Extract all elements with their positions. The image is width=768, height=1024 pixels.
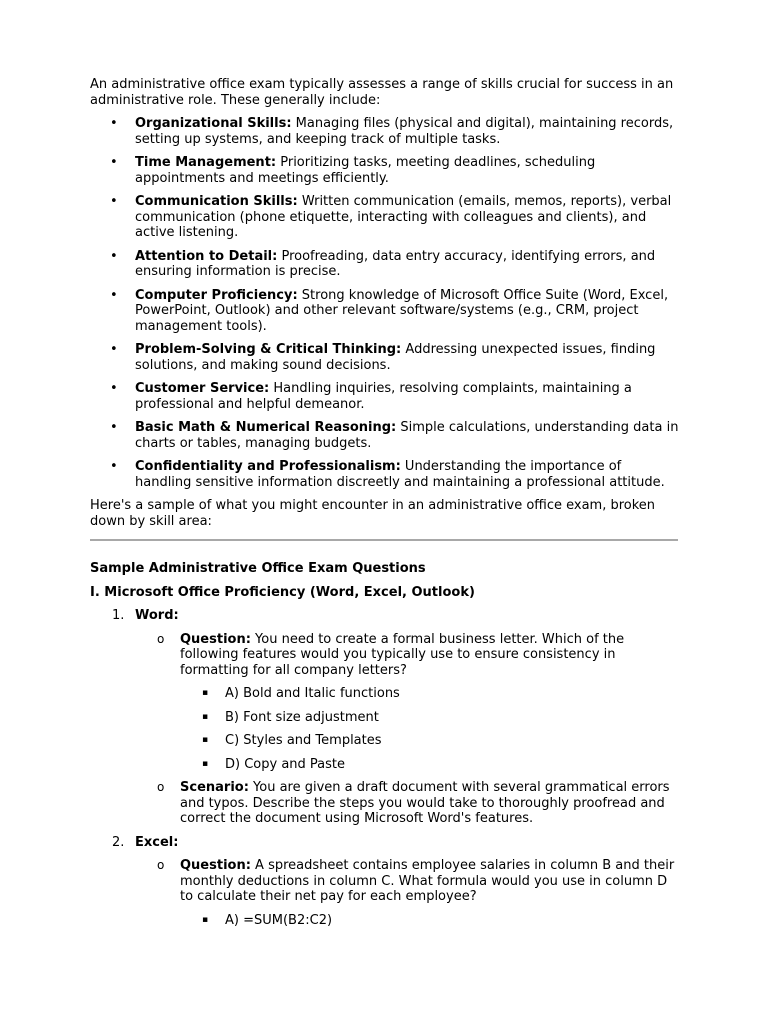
- skill-text: Prioritizing tasks, meeting deadlines, scheduling appointments and meetings efficiently.: [135, 155, 596, 186]
- option-item: [180, 686, 680, 702]
- skill-title: Attention to Detail:: [135, 248, 278, 264]
- skill-text: Simple calculations, understanding data in charts or tables, managing budgets.: [135, 420, 679, 451]
- options-list: [180, 913, 680, 929]
- bullet-icon: •: [110, 116, 118, 131]
- option-text: A) Bold and Italic functions: [225, 686, 400, 701]
- skill-item: [90, 381, 680, 412]
- question-label: Question:: [180, 631, 251, 647]
- skill-text: Managing files (physical and digital), maintaining records, setting up systems, and keeping track of multiple tasks.: [135, 116, 674, 147]
- bullet-icon: •: [110, 342, 118, 357]
- skill-title: Confidentiality and Professionalism:: [135, 459, 401, 474]
- topic-number: 2.: [112, 834, 125, 850]
- skill-item: [90, 420, 680, 451]
- skill-item: [90, 194, 680, 241]
- topic-items: [135, 858, 680, 928]
- document-content: [90, 77, 680, 928]
- skill-text: Handling inquiries, resolving complaints, maintaining a professional and helpful demeanor.: [135, 381, 632, 412]
- option-item: [180, 757, 680, 773]
- bullet-icon: •: [110, 155, 118, 170]
- question-item: [135, 858, 680, 928]
- skill-item: [90, 459, 680, 490]
- circle-bullet-icon: o: [157, 631, 165, 646]
- square-bullet-icon: ▪: [202, 688, 209, 698]
- topic-word: [90, 608, 680, 827]
- intro-paragraph: An administrative office exam typically assesses a range of skills crucial for success in an administrative role. These generally include:: [90, 77, 674, 108]
- option-item: [180, 733, 680, 749]
- scenario-item: [135, 780, 680, 827]
- square-bullet-icon: ▪: [202, 735, 209, 745]
- skill-title: Computer Proficiency:: [135, 287, 298, 303]
- section-title: I. Microsoft Office Proficiency (Word, Excel, Outlook): [90, 584, 475, 600]
- outro-paragraph: Here's a sample of what you might encounter in an administrative office exam, broken down by skill area:: [90, 498, 656, 529]
- topic-items: [135, 632, 680, 827]
- circle-bullet-icon: o: [157, 858, 165, 872]
- option-text: C) Styles and Templates: [225, 733, 382, 748]
- square-bullet-icon: ▪: [202, 914, 209, 925]
- skill-item: [90, 288, 680, 335]
- skill-item: [90, 342, 680, 373]
- horizontal-divider: [90, 539, 678, 541]
- skill-title: Problem-Solving & Critical Thinking:: [135, 342, 402, 357]
- option-item: [180, 913, 680, 929]
- skill-item: [90, 155, 680, 186]
- square-bullet-icon: ▪: [202, 711, 209, 722]
- bullet-icon: •: [110, 248, 118, 264]
- question-text: You need to create a formal business letter. Which of the following features would you typically use to ensure consistency in formatting for all company letters?: [180, 631, 625, 678]
- skill-text: Proofreading, data entry accuracy, identifying errors, and ensuring information is precise.: [135, 248, 656, 279]
- skill-text: Strong knowledge of Microsoft Office Suite (Word, Excel, PowerPoint, Outlook) and other relevant software/systems (e.g., CRM, project management tools).: [135, 287, 669, 334]
- options-list: [180, 686, 680, 772]
- skill-title: Communication Skills:: [135, 194, 298, 209]
- option-text: A) =SUM(B2:C2): [225, 912, 333, 928]
- bullet-icon: •: [110, 194, 118, 209]
- scenario-label: Scenario:: [180, 780, 249, 795]
- topic-label: Excel:: [135, 834, 179, 850]
- scenario-text: You are given a draft document with several grammatical errors and typos. Describe the steps you would take to thoroughly proofread and correct the document using Microsoft Word's features.: [180, 780, 670, 826]
- skill-title: Customer Service:: [135, 381, 270, 396]
- skill-title: Organizational Skills:: [135, 116, 292, 131]
- option-text: D) Copy and Paste: [225, 756, 346, 772]
- topic-number: 1.: [112, 608, 125, 623]
- exam-title: Sample Administrative Office Exam Questions: [90, 561, 426, 576]
- skill-item: [90, 249, 680, 280]
- bullet-icon: •: [110, 287, 118, 303]
- circle-bullet-icon: o: [157, 780, 165, 794]
- option-item: [180, 710, 680, 726]
- skill-title: Basic Math & Numerical Reasoning:: [135, 420, 397, 435]
- bullet-icon: •: [110, 420, 118, 435]
- bullet-icon: •: [110, 381, 118, 396]
- skill-text: Understanding the importance of handling sensitive information discreetly and maintaining a professional attitude.: [135, 459, 665, 490]
- option-text: B) Font size adjustment: [225, 709, 379, 725]
- topic-excel: [90, 835, 680, 929]
- bullet-icon: •: [110, 459, 118, 474]
- skill-text: Addressing unexpected issues, finding solutions, and making sound decisions.: [135, 342, 656, 373]
- topic-label: Word:: [135, 608, 179, 623]
- skill-text: Written communication (emails, memos, reports), verbal communication (phone etiquette, interacting with colleagues and clients), and active listening.: [135, 194, 672, 240]
- skills-list: [90, 116, 680, 490]
- question-item: [135, 632, 680, 773]
- question-text: A spreadsheet contains employee salaries in column B and their monthly deductions in column C. What formula would you use in column D to calculate their net pay for each employee?: [180, 858, 675, 904]
- skill-item: [90, 116, 680, 147]
- topics-list: [90, 608, 680, 928]
- question-label: Question:: [180, 858, 251, 873]
- square-bullet-icon: ▪: [202, 758, 209, 769]
- skill-title: Time Management:: [135, 155, 277, 170]
